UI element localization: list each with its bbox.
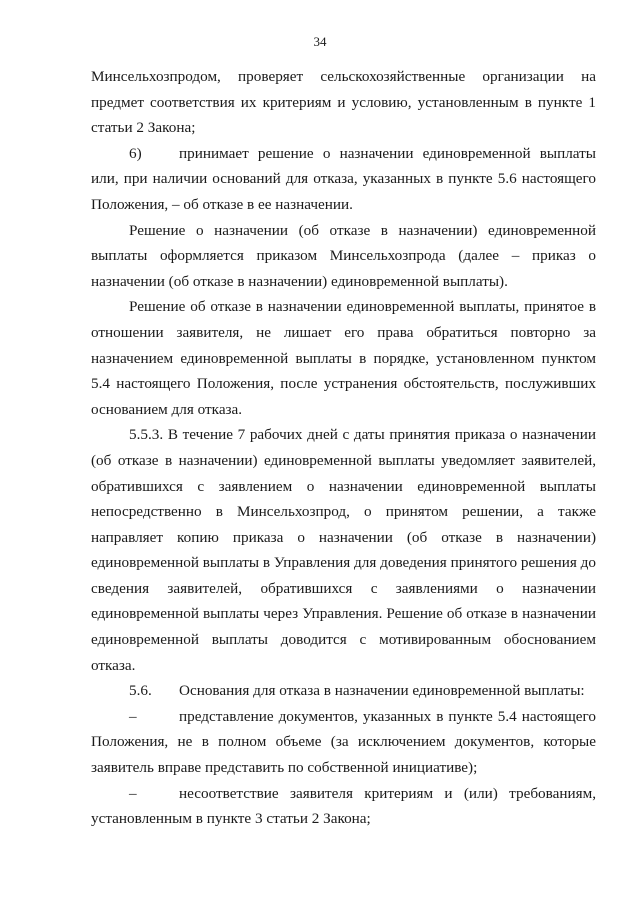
- paragraph-text: Минсельхозпродом, проверяет сельскохозяйственные организации на предмет соответствия их критериям и условию, установленным в пункте 1 статьи 2 Закона;: [91, 68, 596, 137]
- dash-list-item: [91, 704, 596, 781]
- paragraph-text: Решение об отказе в назначении единовременной выплаты, принятое в отношении заявителя, не лишает его права обратиться повторно за назначением единовременной выплаты в порядке, установленном пунктом 5.4 настоящего Положения, после устранения обстоятельств, послуживших основанием для отказа.: [91, 298, 596, 418]
- paragraph: [91, 294, 596, 422]
- paragraph-text: представление документов, указанных в пункте 5.4 настоящего Положения, не в полном объеме (за исключением документов, которые заявитель вправе представить по собственной инициативе);: [91, 707, 596, 777]
- dash-list-item: [91, 781, 596, 832]
- section-5-6: [91, 678, 596, 704]
- section-5-5-3: [91, 422, 596, 678]
- paragraph-text: несоответствие заявителя критериям и (или) требованиям, установленным в пункте 3 статьи 2 Закона;: [91, 784, 596, 828]
- list-marker: 6): [129, 144, 142, 162]
- document-body: [91, 64, 596, 832]
- paragraph-text: 5.5.3. В течение 7 рабочих дней с даты принятия приказа о назначении (об отказе в назначении) единовременной выплаты уведомляет заявителей, обратившихся с заявлением о назначении единовременной выплаты непосредственно в Минсельхозпрод, о принятом решении, а также направляет копию приказа о назначении (об отказе в назначении) единовременной выплаты в Управления для доведения принятого решения до сведения заявителей, обратившихся с заявлениями о назначении единовременной выплаты через Управления. Решение об отказе в назначении единовременной выплаты доводится с мотивированным обоснованием отказа.: [91, 426, 596, 674]
- paragraph-text: Основания для отказа в назначении единовременной выплаты:: [179, 682, 585, 700]
- dash-marker: –: [129, 784, 137, 802]
- section-number: 5.6.: [129, 682, 152, 700]
- paragraph-text: принимает решение о назначении единовременной выплаты или, при наличии оснований для отказа, указанных в пункте 5.6 настоящего Положения, – об отказе в ее назначении.: [91, 144, 596, 213]
- list-item-6: [91, 141, 596, 218]
- paragraph: [91, 218, 596, 295]
- paragraph-continuation: [91, 64, 596, 141]
- page-number: 34: [313, 34, 327, 49]
- paragraph-text: Решение о назначении (об отказе в назначении) единовременной выплаты оформляется приказом Минсельхозпрода (далее – приказ о назначении (об отказе в назначении) единовременной выплаты).: [91, 221, 596, 290]
- dash-marker: –: [129, 707, 137, 725]
